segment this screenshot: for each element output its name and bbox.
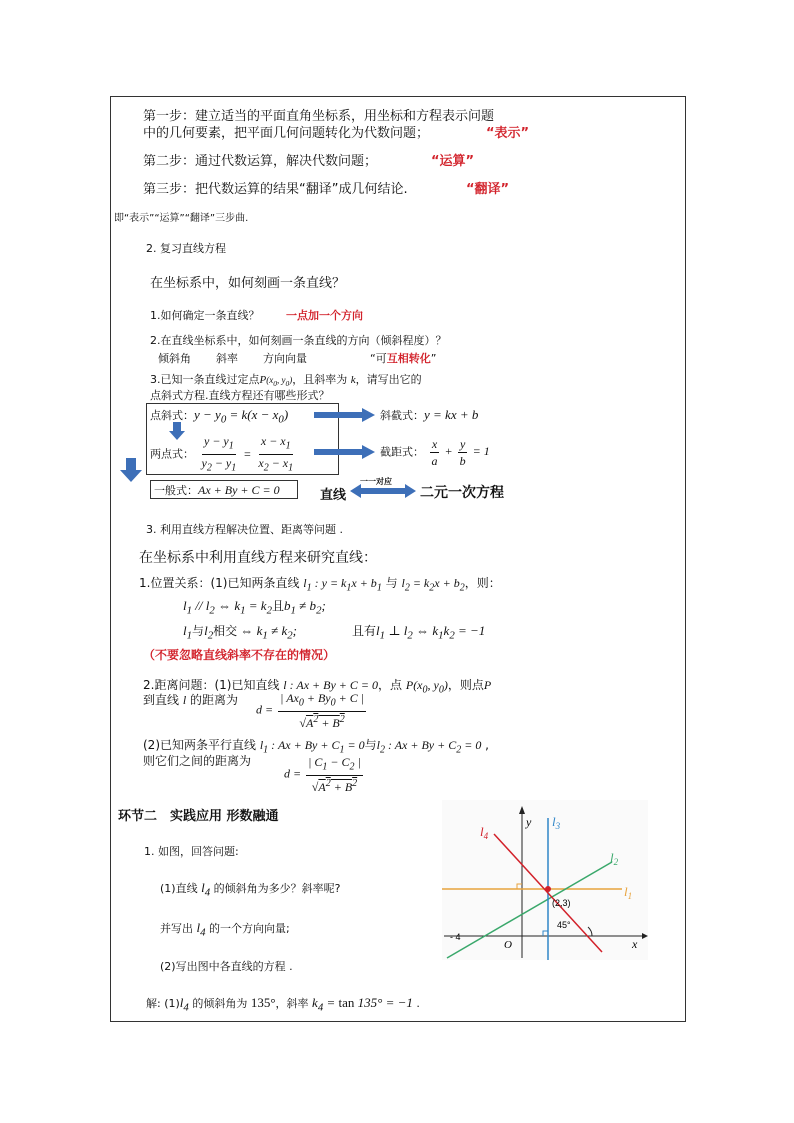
linear-eq-label: 二元一次方程 <box>420 485 504 501</box>
exercise-1-q1c: 并写出 $l_4$ 的一个方向向量; <box>160 920 290 939</box>
parallel-condition: $l_1 // l_2$ ⇔ $k_1 = k_2$且$b_1 \ne b_2$; <box>183 598 326 617</box>
point-label: (2,3) <box>552 898 571 908</box>
point-line-distance-formula: d = $\frac{| Ax_0 + By_0 + C |}{√A^2 + B^2}$ <box>256 691 365 731</box>
review-term-vector: 方向向量 <box>263 352 307 365</box>
distance-intro: 2.距离问题：(1)已知直线 l : Ax + By + C = 0，点 $P(x_0$, $y_0$)，则点P <box>143 678 492 696</box>
solution-line: 解: $(1)l_4$ 的倾斜角为 135°，斜率 $k_4 = \tan 135^\circ = -1$ . <box>146 995 420 1014</box>
review-q2: 2.在直线坐标系中，如何刻画一条直线的方向（倾斜程度）？ <box>150 334 447 347</box>
distance-line2: 到直线 l 的距离为 <box>143 693 239 707</box>
step2-text: 第二步：通过代数运算，解决代数问题； <box>143 154 378 169</box>
step1-tag: “表示” <box>486 126 530 141</box>
angle-label: 45° <box>557 920 571 930</box>
one-to-one-label: 一一对应 <box>360 477 392 486</box>
l4-label: $l_4$ <box>480 824 489 841</box>
form-general: 一般式：Ax + By + C = 0 <box>154 483 280 497</box>
l2-label: $l_2$ <box>610 850 619 867</box>
form-two-point: 两点式： $\frac{y - y_1}{y_2 - y_1}$ = $\frac{x - x_1}{x_2 - x_1}$ <box>150 434 294 474</box>
parallel-intro: (2)已知两条平行直线 $l_1$ : $Ax + By + C_1 = 0$与$l_2$ : $Ax + By + C_2 = 0$ , <box>143 738 489 756</box>
warning-note: （不要忽略直线斜率不存在的情况） <box>143 648 336 662</box>
exercise-1-q2: (2)写出图中各直线的方程 . <box>160 960 293 973</box>
practice-title: 环节二 实践应用 形数融通 <box>118 809 279 824</box>
step3-text: 第三步：把代数运算的结果“翻译”成几何结论. <box>143 182 408 197</box>
intersect-condition: $l_1$与$l_2$相交 ⇔ $k_1 \ne k_2$; <box>183 623 297 642</box>
minus4-label: - 4 <box>450 932 461 942</box>
review-q1: 1.如何确定一条直线？ <box>150 309 260 322</box>
intersection-point <box>545 886 551 892</box>
review-q2-note: “可互相转化” <box>370 352 437 365</box>
section3-subtitle: 在坐标系中利用直线方程来研究直线： <box>139 550 377 566</box>
step2-tag: “运算” <box>431 154 475 169</box>
coordinate-figure <box>442 800 648 960</box>
review-term-slope: 斜率 <box>216 352 238 365</box>
x-axis-label: x <box>632 937 638 951</box>
parallel-line2: 则它们之间的距离为 <box>143 754 252 768</box>
review-term-angle: 倾斜角 <box>158 352 191 365</box>
l3-label: $l_3$ <box>552 814 561 831</box>
arrow-right-icon <box>314 444 376 460</box>
form-slope-intercept: 斜截式：y = kx + b <box>380 407 479 422</box>
perpendicular-condition: 且有$l_1$ ⊥ $l_2$ ⇔ $k_1k_2 = -1$ <box>352 623 486 642</box>
summary-text: 即“表示”“运算”“翻译”三步曲. <box>114 213 249 224</box>
review-heading: 2. 复习直线方程 <box>146 242 226 255</box>
position-intro: 1.位置关系：(1)已知两条直线 $l_1$ : $y = k_1x + b_1$ 与 $l_2 = k_2x + b_2$，则： <box>139 576 501 594</box>
form-intercept: 截距式： $\frac{x}{a}$ + $\frac{y}{b}$ = 1 <box>380 437 490 468</box>
review-question: 在坐标系中，如何刻画一条直线？ <box>150 276 346 291</box>
review-q3-line1: 3.已知一条直线过定点$P(x_0$, $y_0$)，且斜率为 k，请写出它的 <box>150 373 422 388</box>
origin-label: O <box>504 939 512 951</box>
y-axis-label: y <box>526 815 532 829</box>
form-point-slope: 点斜式：$y - y_0 = k(x - x_0)$ <box>150 407 289 426</box>
exercise-1: 1. 如图，回答问题: <box>144 845 239 858</box>
section3-heading: 3. 利用直线方程解决位置、距离等问题 . <box>146 523 343 536</box>
exercise-1-q1: (1)直线 $l_4$ 的倾斜角为多少？斜率呢? <box>160 880 341 899</box>
parallel-distance-formula: d = $\frac{| C_1 - C_2 |}{√A^2 + B^2}$ <box>284 755 361 795</box>
l1-label: $l_1$ <box>624 884 633 901</box>
review-q1-answer: 一点加一个方向 <box>286 309 363 322</box>
line-label: 直线 <box>320 488 347 503</box>
step3-tag: “翻译” <box>466 182 510 197</box>
double-arrow-icon <box>350 484 416 498</box>
review-q3-line2: 点斜式方程.直线方程还有哪些形式？ <box>150 389 330 402</box>
step1-line1: 第一步：建立适当的平面直角坐标系，用坐标和方程表示问题 <box>143 109 495 124</box>
step1-line2: 中的几何要素，把平面几何问题转化为代数问题； <box>143 126 430 141</box>
arrow-down-icon <box>120 458 142 482</box>
arrow-right-icon <box>314 407 376 423</box>
